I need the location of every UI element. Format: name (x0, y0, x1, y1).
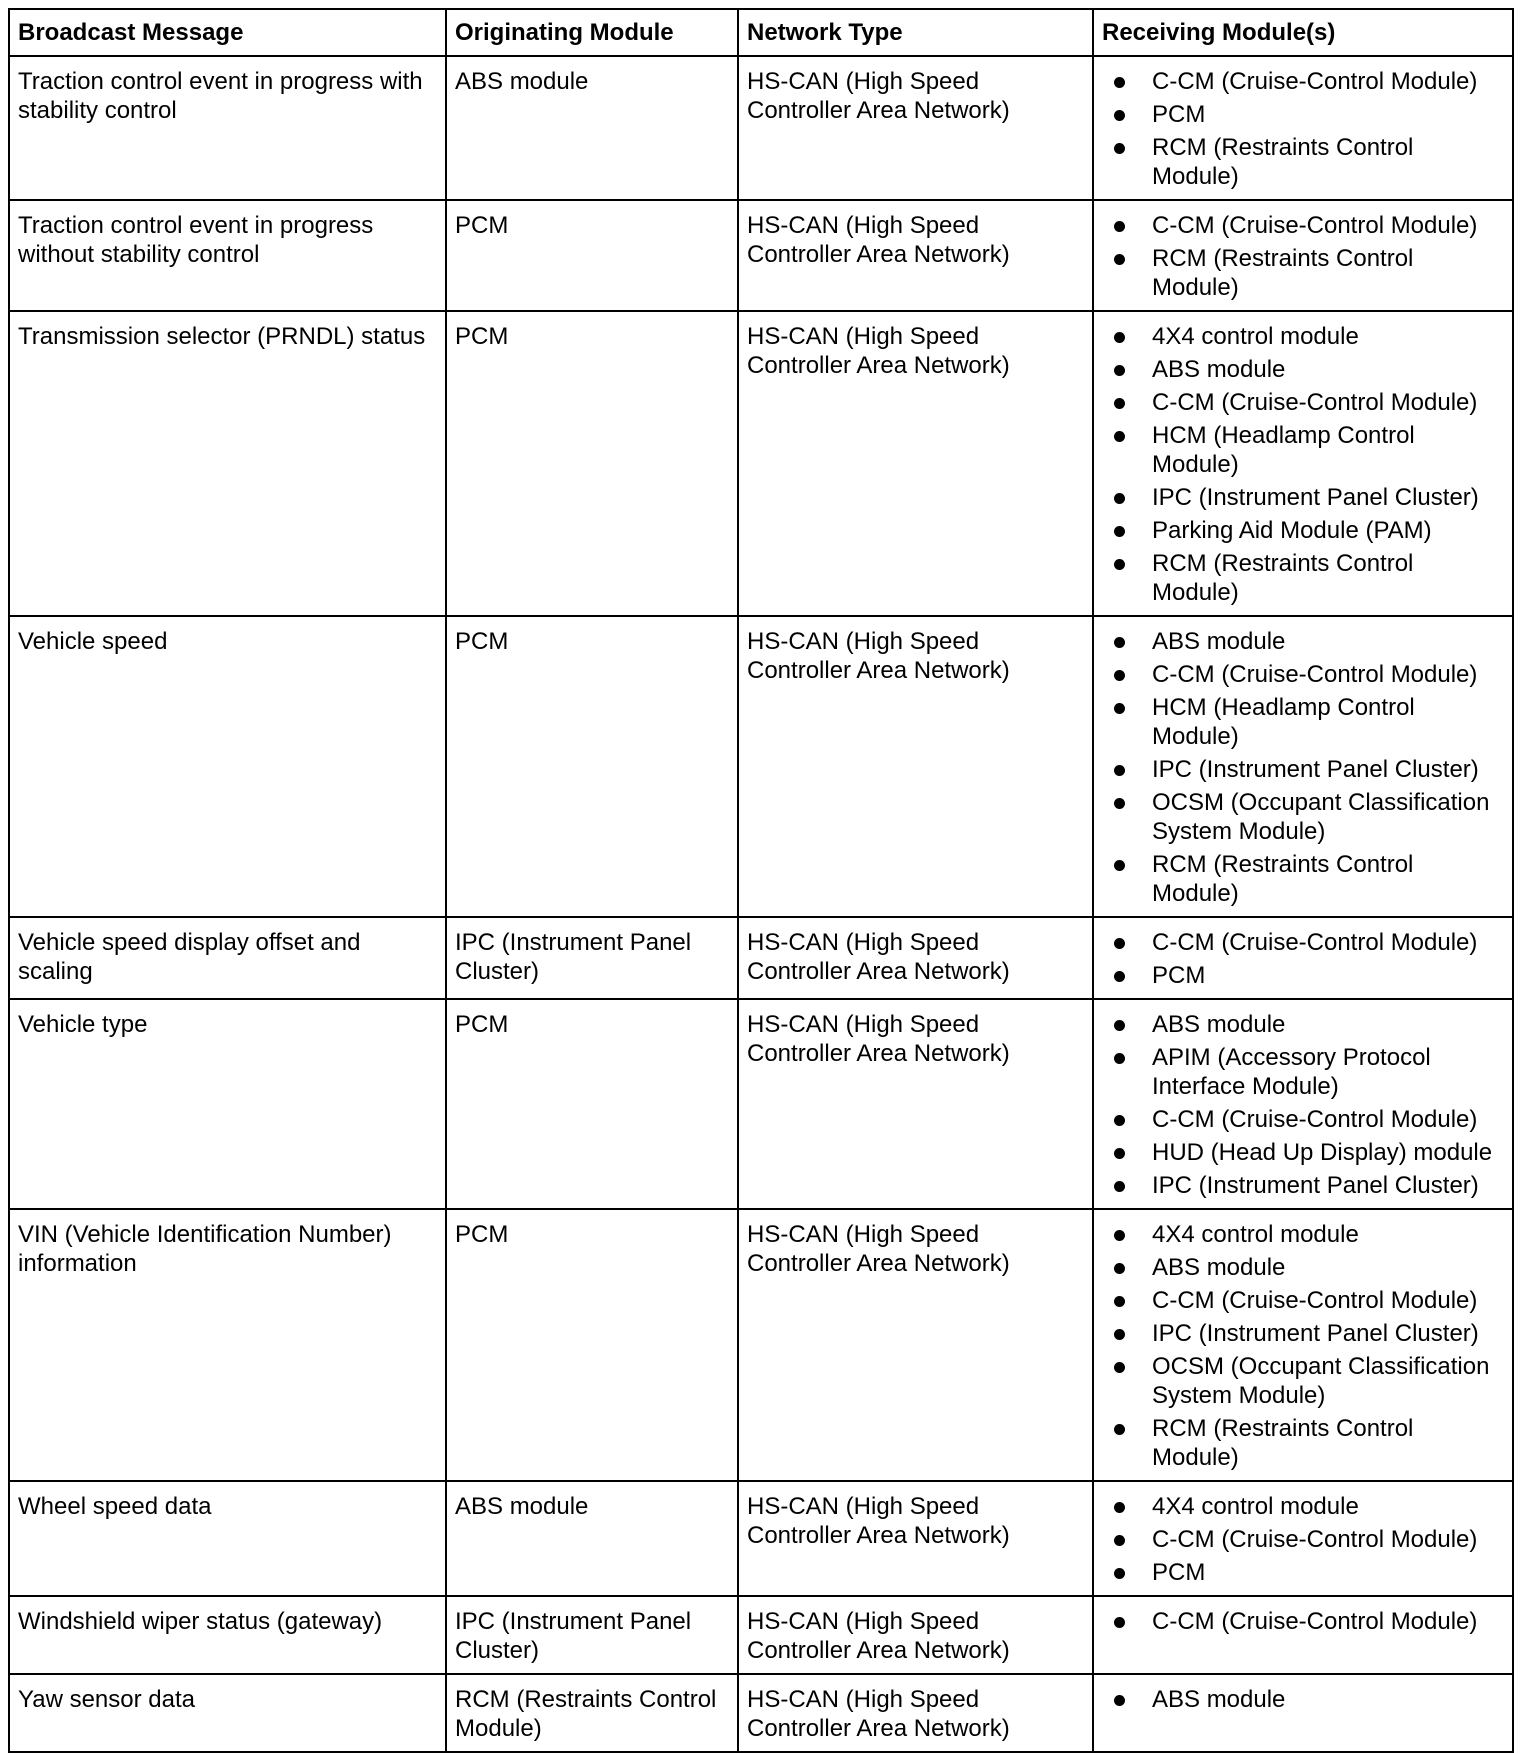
list-item (1108, 388, 1506, 417)
receiving-modules-cell (1093, 616, 1513, 917)
bullet-icon (1114, 1617, 1125, 1628)
list-item (1108, 1286, 1506, 1315)
receiving-module-label: RCM (Restraints Control Module) (1152, 851, 1414, 907)
receiving-module-label: C-CM (Cruise-Control Module) (1152, 1106, 1478, 1133)
bullet-icon (1114, 860, 1125, 871)
bullet-icon (1114, 1568, 1125, 1579)
receiving-module-label: C-CM (Cruise-Control Module) (1152, 1526, 1478, 1553)
receiving-module-label: PCM (1152, 1559, 1206, 1586)
list-item (1108, 1253, 1506, 1282)
list-item (1108, 355, 1506, 384)
header-receiving-modules: Receiving Module(s) (1093, 9, 1513, 56)
list-item (1108, 660, 1506, 689)
list-item (1108, 1492, 1506, 1521)
network-type-cell: HS-CAN (High Speed Controller Area Network) (738, 616, 1093, 917)
bullet-icon (1114, 365, 1125, 376)
list-item (1108, 1043, 1506, 1101)
receiving-module-label: C-CM (Cruise-Control Module) (1152, 212, 1478, 239)
list-item (1108, 1352, 1506, 1410)
receiving-module-label: HCM (Headlamp Control Module) (1152, 422, 1415, 478)
originating-module-cell: PCM (446, 999, 738, 1209)
originating-module-cell: PCM (446, 311, 738, 616)
receiving-module-label: RCM (Restraints Control Module) (1152, 245, 1414, 301)
list-item (1108, 1607, 1506, 1636)
table-row (9, 1596, 1513, 1674)
bullet-icon (1114, 398, 1125, 409)
receiving-modules-list (1108, 627, 1506, 908)
bullet-icon (1114, 431, 1125, 442)
header-row (9, 9, 1513, 56)
receiving-module-label: C-CM (Cruise-Control Module) (1152, 68, 1478, 95)
receiving-module-label: IPC (Instrument Panel Cluster) (1152, 756, 1479, 783)
bullet-icon (1114, 221, 1125, 232)
receiving-module-label: C-CM (Cruise-Control Module) (1152, 929, 1478, 956)
broadcast-message-cell: VIN (Vehicle Identification Number) information (9, 1209, 446, 1481)
receiving-modules-list (1108, 211, 1506, 302)
list-item (1108, 244, 1506, 302)
list-item (1108, 1138, 1506, 1167)
list-item (1108, 100, 1506, 129)
receiving-module-label: OCSM (Occupant Classification System Module) (1152, 789, 1490, 845)
table-row (9, 1209, 1513, 1481)
receiving-modules-list (1108, 1685, 1506, 1714)
broadcast-message-cell: Traction control event in progress with stability control (9, 56, 446, 200)
network-type-cell: HS-CAN (High Speed Controller Area Network) (738, 1481, 1093, 1596)
bullet-icon (1114, 670, 1125, 681)
receiving-modules-list (1108, 928, 1506, 990)
table-row (9, 1481, 1513, 1596)
receiving-module-label: IPC (Instrument Panel Cluster) (1152, 1320, 1479, 1347)
bullet-icon (1114, 143, 1125, 154)
broadcast-message-cell: Wheel speed data (9, 1481, 446, 1596)
bullet-icon (1114, 1263, 1125, 1274)
broadcast-message-cell: Transmission selector (PRNDL) status (9, 311, 446, 616)
network-type-cell: HS-CAN (High Speed Controller Area Network) (738, 999, 1093, 1209)
list-item (1108, 549, 1506, 607)
list-item (1108, 928, 1506, 957)
bullet-icon (1114, 1020, 1125, 1031)
receiving-modules-list (1108, 67, 1506, 191)
bullet-icon (1114, 1424, 1125, 1435)
originating-module-cell: ABS module (446, 56, 738, 200)
bullet-icon (1114, 526, 1125, 537)
receiving-module-label: 4X4 control module (1152, 323, 1359, 350)
originating-module-cell: ABS module (446, 1481, 738, 1596)
bullet-icon (1114, 254, 1125, 265)
broadcast-message-cell: Vehicle speed display offset and scaling (9, 917, 446, 999)
receiving-module-label: Parking Aid Module (PAM) (1152, 517, 1432, 544)
list-item (1108, 1414, 1506, 1472)
network-type-cell: HS-CAN (High Speed Controller Area Network) (738, 1674, 1093, 1752)
receiving-module-label: C-CM (Cruise-Control Module) (1152, 389, 1478, 416)
receiving-module-label: C-CM (Cruise-Control Module) (1152, 1287, 1478, 1314)
receiving-module-label: ABS module (1152, 1686, 1286, 1713)
header-network-type: Network Type (738, 9, 1093, 56)
receiving-module-label: OCSM (Occupant Classification System Module) (1152, 1353, 1490, 1409)
list-item (1108, 755, 1506, 784)
receiving-module-label: C-CM (Cruise-Control Module) (1152, 1608, 1478, 1635)
list-item (1108, 1105, 1506, 1134)
list-item (1108, 516, 1506, 545)
list-item (1108, 1010, 1506, 1039)
list-item (1108, 1525, 1506, 1554)
header-broadcast-message: Broadcast Message (9, 9, 446, 56)
bullet-icon (1114, 1230, 1125, 1241)
receiving-module-label: ABS module (1152, 1011, 1286, 1038)
receiving-module-label: ABS module (1152, 356, 1286, 383)
table-row (9, 311, 1513, 616)
network-type-cell: HS-CAN (High Speed Controller Area Network) (738, 56, 1093, 200)
list-item (1108, 788, 1506, 846)
list-item (1108, 1319, 1506, 1348)
bullet-icon (1114, 1329, 1125, 1340)
receiving-module-label: RCM (Restraints Control Module) (1152, 134, 1414, 190)
receiving-module-label: C-CM (Cruise-Control Module) (1152, 661, 1478, 688)
bullet-icon (1114, 938, 1125, 949)
receiving-module-label: ABS module (1152, 1254, 1286, 1281)
list-item (1108, 1220, 1506, 1249)
network-type-cell: HS-CAN (High Speed Controller Area Network) (738, 917, 1093, 999)
list-item (1108, 850, 1506, 908)
originating-module-cell: IPC (Instrument Panel Cluster) (446, 1596, 738, 1674)
originating-module-cell: PCM (446, 1209, 738, 1481)
broadcast-message-cell: Yaw sensor data (9, 1674, 446, 1752)
receiving-modules-list (1108, 1220, 1506, 1472)
table-row (9, 917, 1513, 999)
broadcast-message-cell: Windshield wiper status (gateway) (9, 1596, 446, 1674)
bullet-icon (1114, 1362, 1125, 1373)
originating-module-cell: RCM (Restraints Control Module) (446, 1674, 738, 1752)
receiving-modules-list (1108, 1010, 1506, 1200)
bullet-icon (1114, 1148, 1125, 1159)
bullet-icon (1114, 1535, 1125, 1546)
list-item (1108, 1558, 1506, 1587)
list-item (1108, 133, 1506, 191)
bullet-icon (1114, 1053, 1125, 1064)
receiving-modules-cell (1093, 999, 1513, 1209)
receiving-modules-cell (1093, 1596, 1513, 1674)
bullet-icon (1114, 703, 1125, 714)
header-originating-module: Originating Module (446, 9, 738, 56)
list-item (1108, 421, 1506, 479)
receiving-module-label: RCM (Restraints Control Module) (1152, 550, 1414, 606)
receiving-module-label: IPC (Instrument Panel Cluster) (1152, 484, 1479, 511)
receiving-modules-list (1108, 1492, 1506, 1587)
receiving-modules-list (1108, 1607, 1506, 1636)
network-type-cell: HS-CAN (High Speed Controller Area Network) (738, 200, 1093, 311)
list-item (1108, 961, 1506, 990)
table-row (9, 200, 1513, 311)
list-item (1108, 322, 1506, 351)
receiving-modules-cell (1093, 1674, 1513, 1752)
receiving-module-label: APIM (Accessory Protocol Interface Module) (1152, 1044, 1431, 1100)
list-item (1108, 211, 1506, 240)
bullet-icon (1114, 1296, 1125, 1307)
bullet-icon (1114, 110, 1125, 121)
originating-module-cell: PCM (446, 200, 738, 311)
table-row (9, 999, 1513, 1209)
network-type-cell: HS-CAN (High Speed Controller Area Network) (738, 1596, 1093, 1674)
receiving-modules-cell (1093, 200, 1513, 311)
table-row (9, 616, 1513, 917)
broadcast-message-cell: Vehicle type (9, 999, 446, 1209)
bullet-icon (1114, 77, 1125, 88)
broadcast-message-cell: Vehicle speed (9, 616, 446, 917)
receiving-module-label: RCM (Restraints Control Module) (1152, 1415, 1414, 1471)
receiving-module-label: 4X4 control module (1152, 1221, 1359, 1248)
receiving-modules-list (1108, 322, 1506, 607)
list-item (1108, 1171, 1506, 1200)
table-row (9, 56, 1513, 200)
bullet-icon (1114, 971, 1125, 982)
receiving-module-label: HCM (Headlamp Control Module) (1152, 694, 1415, 750)
network-type-cell: HS-CAN (High Speed Controller Area Network) (738, 311, 1093, 616)
table-body (9, 56, 1513, 1752)
bullet-icon (1114, 559, 1125, 570)
receiving-module-label: HUD (Head Up Display) module (1152, 1139, 1493, 1166)
originating-module-cell: PCM (446, 616, 738, 917)
receiving-modules-cell (1093, 56, 1513, 200)
table-row (9, 1674, 1513, 1752)
receiving-module-label: PCM (1152, 101, 1206, 128)
bullet-icon (1114, 798, 1125, 809)
bullet-icon (1114, 332, 1125, 343)
receiving-modules-cell (1093, 311, 1513, 616)
bullet-icon (1114, 1695, 1125, 1706)
bullet-icon (1114, 1502, 1125, 1513)
bullet-icon (1114, 765, 1125, 776)
bullet-icon (1114, 637, 1125, 648)
receiving-modules-cell (1093, 1209, 1513, 1481)
list-item (1108, 67, 1506, 96)
bullet-icon (1114, 493, 1125, 504)
receiving-modules-cell (1093, 1481, 1513, 1596)
originating-module-cell: IPC (Instrument Panel Cluster) (446, 917, 738, 999)
receiving-module-label: 4X4 control module (1152, 1493, 1359, 1520)
broadcast-message-table (8, 8, 1514, 1753)
bullet-icon (1114, 1181, 1125, 1192)
list-item (1108, 483, 1506, 512)
receiving-module-label: IPC (Instrument Panel Cluster) (1152, 1172, 1479, 1199)
receiving-module-label: ABS module (1152, 628, 1286, 655)
broadcast-message-cell: Traction control event in progress without stability control (9, 200, 446, 311)
network-type-cell: HS-CAN (High Speed Controller Area Network) (738, 1209, 1093, 1481)
list-item (1108, 627, 1506, 656)
list-item (1108, 1685, 1506, 1714)
receiving-modules-cell (1093, 917, 1513, 999)
list-item (1108, 693, 1506, 751)
receiving-module-label: PCM (1152, 962, 1206, 989)
bullet-icon (1114, 1115, 1125, 1126)
